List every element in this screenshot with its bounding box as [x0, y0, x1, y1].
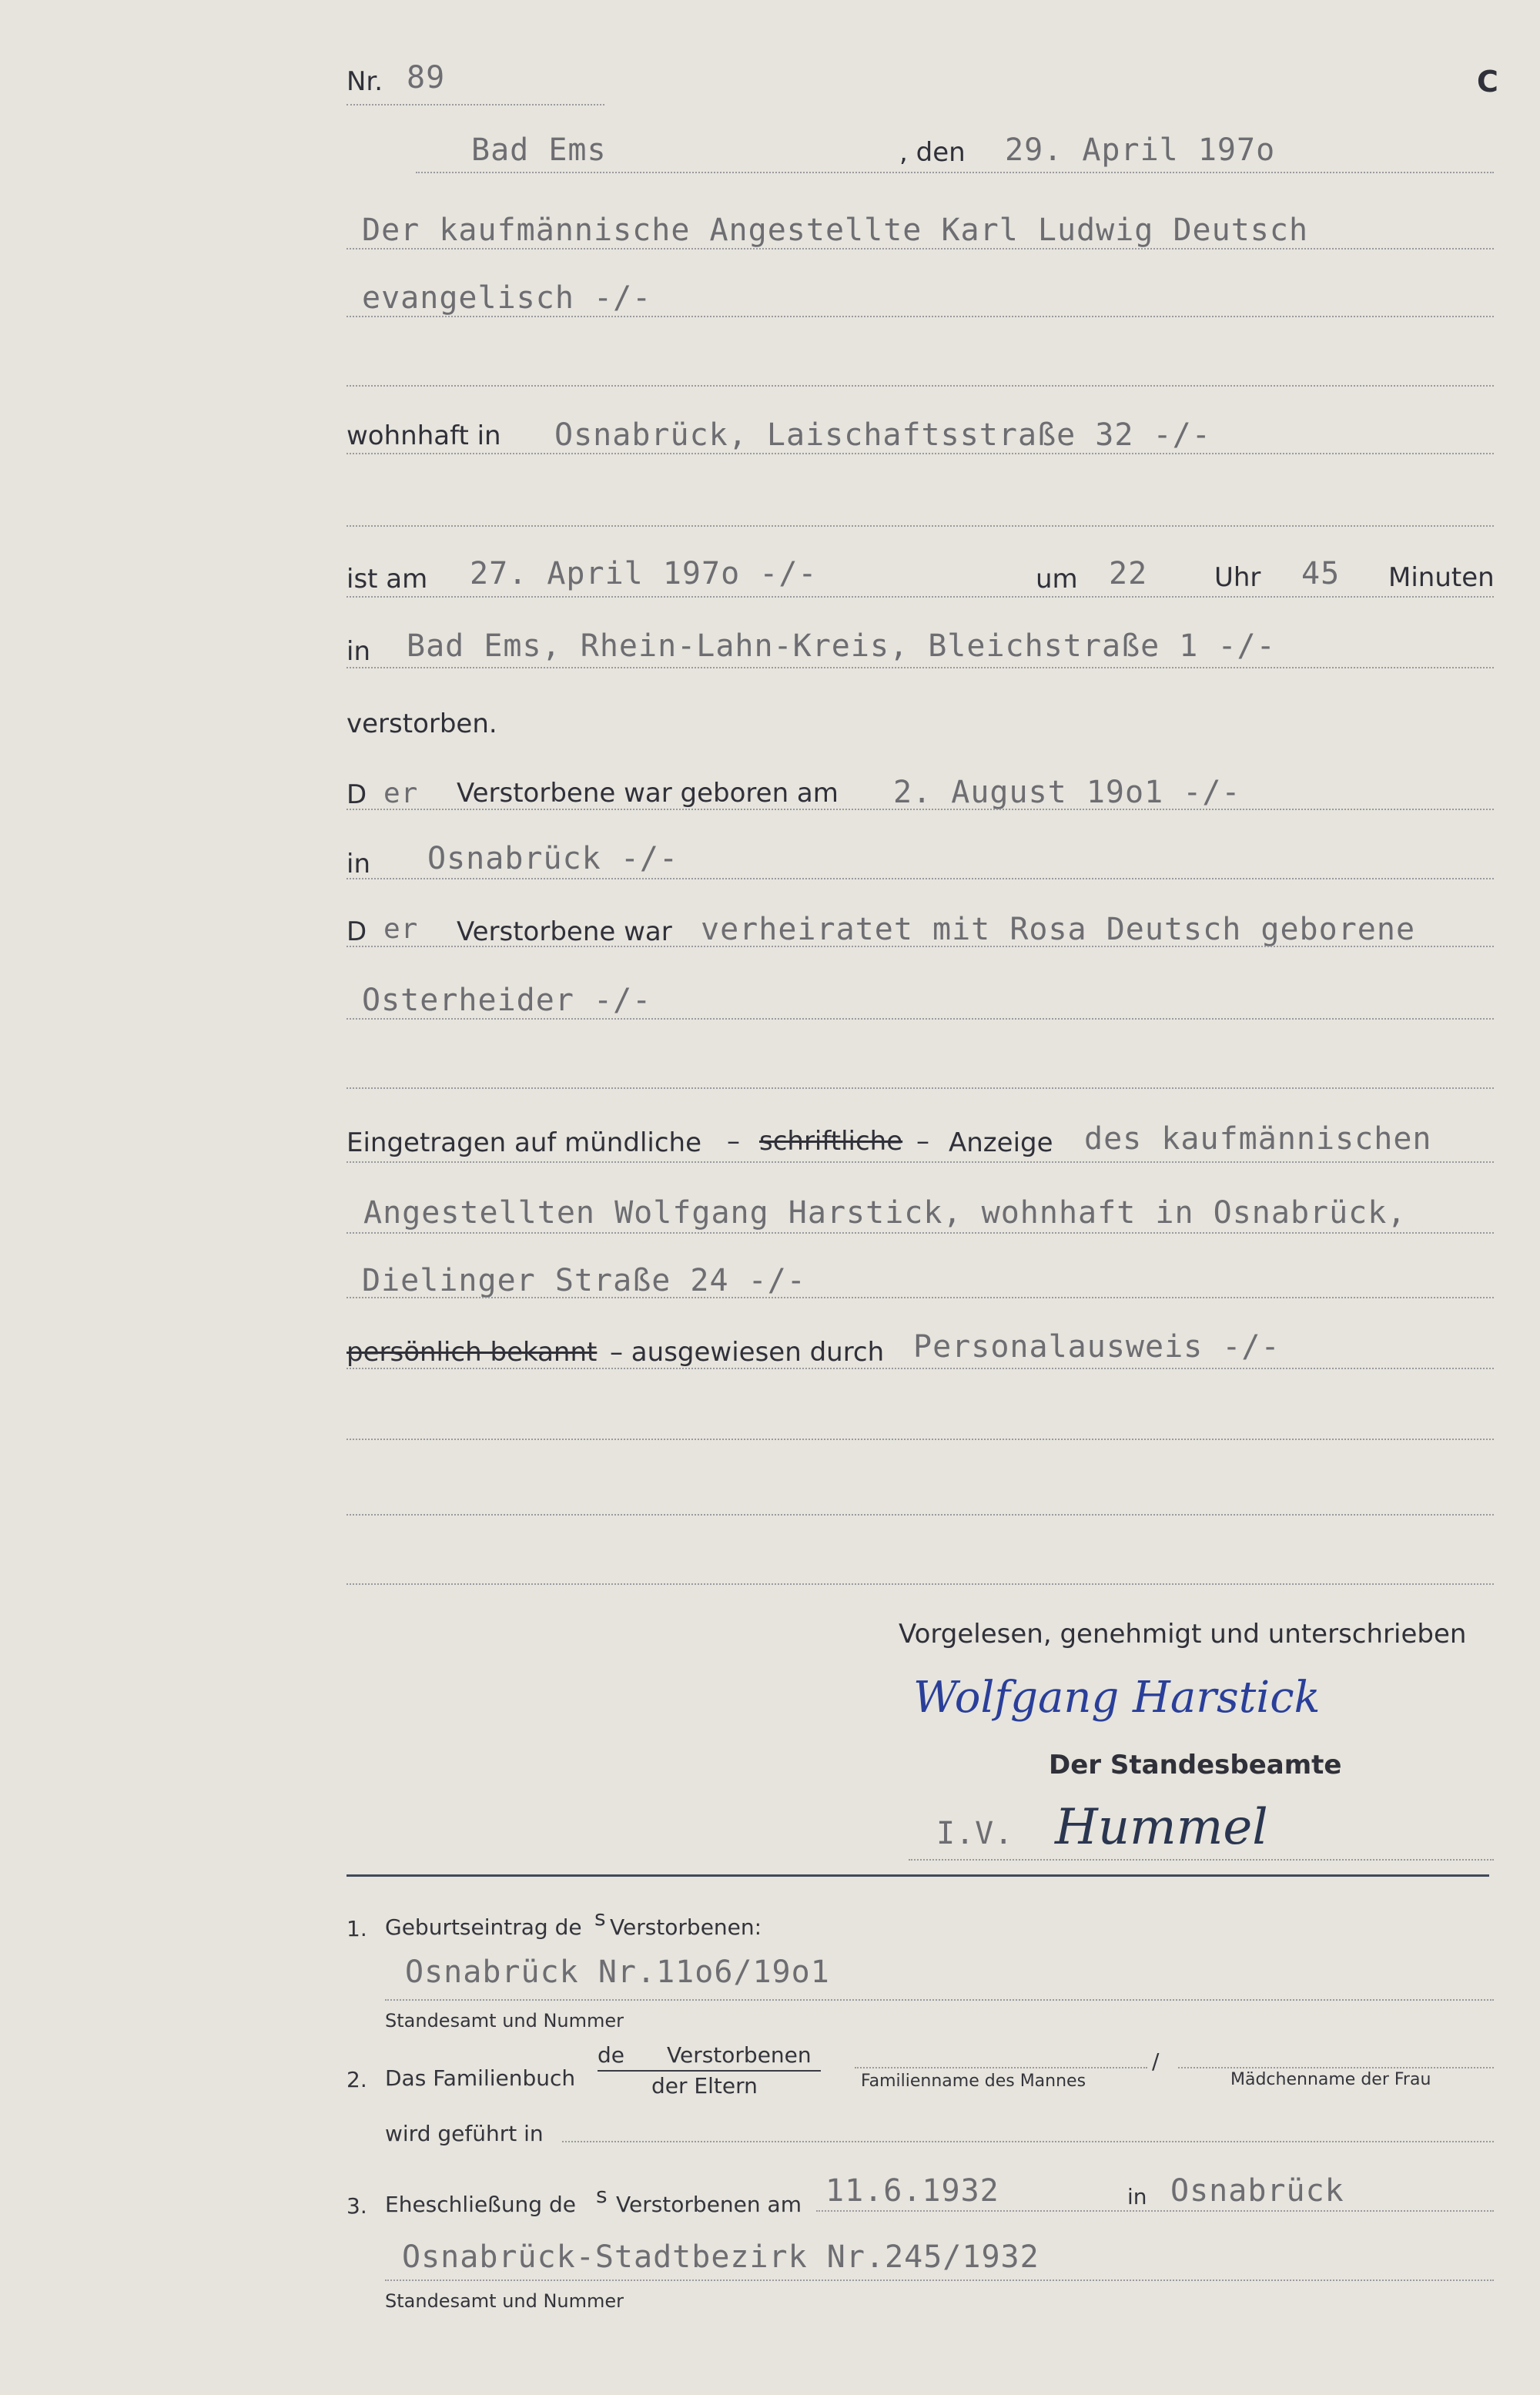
dotted-line	[346, 667, 1494, 668]
birth-place: Osnabrück -/-	[427, 841, 679, 876]
den-label: , den	[899, 137, 966, 168]
dotted-line	[346, 316, 1494, 317]
gender-suffix: er	[383, 778, 419, 809]
dotted-line	[346, 596, 1494, 598]
marriage-place: Osnabrück	[1170, 2173, 1344, 2209]
in-label: in	[1127, 2184, 1147, 2209]
marital-status-label: Verstorbene war	[457, 916, 672, 947]
dotted-line	[346, 1018, 1494, 1020]
dotted-line	[385, 1999, 1494, 2001]
gender-suffix: s	[596, 2182, 608, 2208]
birth-entry-value: Osnabrück Nr.11o6/19o1	[405, 1955, 830, 1990]
marital-status: verheiratet mit Rosa Deutsch geborene	[701, 912, 1416, 947]
entry-number: 89	[407, 60, 446, 95]
registrar-signature: Hummel	[1055, 1799, 1268, 1856]
dotted-line	[346, 453, 1494, 454]
marriage-label-2: Verstorbenen am	[616, 2192, 802, 2217]
informant-line-2: Angestellten Wolfgang Harstick, wohnhaft in Osnabrück,	[363, 1195, 1407, 1231]
item-number: 1.	[346, 1916, 367, 1941]
dash: –	[916, 1126, 929, 1157]
corner-letter: C	[1477, 65, 1498, 99]
fraction-bottom: der Eltern	[651, 2073, 758, 2099]
fraction-top: Verstorbenen	[667, 2042, 812, 2068]
fraction-prefix: de	[598, 2042, 624, 2068]
dotted-line	[346, 385, 1494, 387]
dotted-line	[816, 2210, 1494, 2212]
dotted-line	[1178, 2067, 1494, 2068]
verstorben-label: verstorben.	[346, 708, 497, 739]
born-label: Verstorbene war geboren am	[457, 778, 839, 809]
registrar-title: Der Standesbeamte	[1049, 1750, 1342, 1780]
death-minute: 45	[1301, 556, 1341, 591]
item-number: 2.	[346, 2067, 367, 2092]
deceased-description: Der kaufmännische Angestellte Karl Ludwig Deutsch	[362, 213, 1309, 248]
caption: Standesamt und Nummer	[385, 2290, 624, 2312]
dotted-line	[416, 172, 1494, 173]
ist-am-label: ist am	[346, 564, 428, 595]
nr-label: Nr.	[346, 66, 383, 97]
husband-surname-caption: Familienname des Mannes	[861, 2072, 1086, 2091]
dotted-line	[385, 2279, 1494, 2281]
birth-entry-label-2: Verstorbenen:	[610, 1914, 762, 1940]
marriage-entry-value: Osnabrück-Stadtbezirk Nr.245/1932	[402, 2239, 1040, 2275]
caption: Standesamt und Nummer	[385, 2010, 624, 2032]
registration-date: 29. April 197o	[1005, 132, 1276, 168]
footer-separator	[346, 1874, 1489, 1877]
dotted-line	[346, 1232, 1494, 1234]
struck-known-option: persönlich bekannt	[346, 1337, 598, 1368]
family-book-label: Das Familienbuch	[385, 2065, 576, 2091]
dotted-line	[346, 809, 1494, 810]
deceased-religion: evangelisch -/-	[362, 280, 652, 316]
slash: /	[1152, 2048, 1160, 2074]
um-label: um	[1036, 564, 1078, 595]
dotted-line	[909, 1859, 1494, 1861]
minuten-label: Minuten	[1388, 562, 1495, 593]
death-hour: 22	[1109, 556, 1148, 591]
struck-written-option: schriftliche	[759, 1126, 903, 1157]
dotted-line	[855, 2067, 1147, 2068]
deceased-residence: Osnabrück, Laischaftsstraße 32 -/-	[554, 417, 1211, 453]
gender-suffix: s	[594, 1905, 606, 1931]
marriage-date: 11.6.1932	[825, 2173, 999, 2209]
dash: –	[727, 1126, 740, 1157]
read-approved-label: Vorgelesen, genehmigt und unterschrieben	[899, 1619, 1467, 1650]
registration-label: Eingetragen auf mündliche	[346, 1127, 701, 1158]
item-number: 3.	[346, 2193, 367, 2219]
dotted-line	[346, 878, 1494, 879]
dotted-line	[346, 946, 1494, 947]
registration-place: Bad Ems	[471, 132, 607, 168]
d-label: D	[346, 916, 367, 947]
in-label: in	[346, 849, 370, 879]
uhr-label: Uhr	[1214, 562, 1261, 593]
death-date: 27. April 197o -/-	[470, 556, 818, 591]
dotted-line	[346, 525, 1494, 527]
kept-in-label: wird geführt in	[385, 2121, 544, 2146]
wife-maiden-caption: Mädchenname der Frau	[1230, 2070, 1431, 2089]
marriage-label: Eheschließung de	[385, 2192, 576, 2217]
gender-suffix: er	[383, 913, 419, 945]
birth-date: 2. August 19o1 -/-	[893, 775, 1241, 810]
dotted-line	[346, 1368, 1494, 1369]
identified-by-label: – ausgewiesen durch	[610, 1337, 885, 1368]
fraction-bar	[598, 2070, 821, 2072]
wohnhaft-label: wohnhaft in	[346, 420, 501, 451]
dotted-line	[346, 1087, 1494, 1089]
death-place: Bad Ems, Rhein-Lahn-Kreis, Bleichstraße 1 -/-	[407, 628, 1276, 664]
dotted-line	[346, 1514, 1494, 1516]
identity-document: Personalausweis -/-	[913, 1329, 1281, 1365]
dotted-line	[346, 1439, 1494, 1440]
d-label: D	[346, 779, 367, 810]
dotted-line	[562, 2141, 1494, 2142]
dotted-line	[346, 1583, 1494, 1585]
informant-line-3: Dielinger Straße 24 -/-	[362, 1263, 806, 1298]
iv-label: I.V.	[936, 1816, 1014, 1851]
informant-signature: Wolfgang Harstick	[913, 1673, 1321, 1723]
dotted-line	[346, 1297, 1494, 1298]
dotted-line	[346, 248, 1494, 250]
dotted-line	[346, 104, 604, 106]
in-label: in	[346, 636, 370, 667]
birth-entry-label: Geburtseintrag de	[385, 1914, 582, 1940]
spouse-maiden-name: Osterheider -/-	[362, 983, 652, 1018]
informant-line-1: des kaufmännischen	[1084, 1121, 1432, 1157]
anzeige-label: Anzeige	[949, 1127, 1053, 1158]
dotted-line	[346, 1161, 1494, 1163]
